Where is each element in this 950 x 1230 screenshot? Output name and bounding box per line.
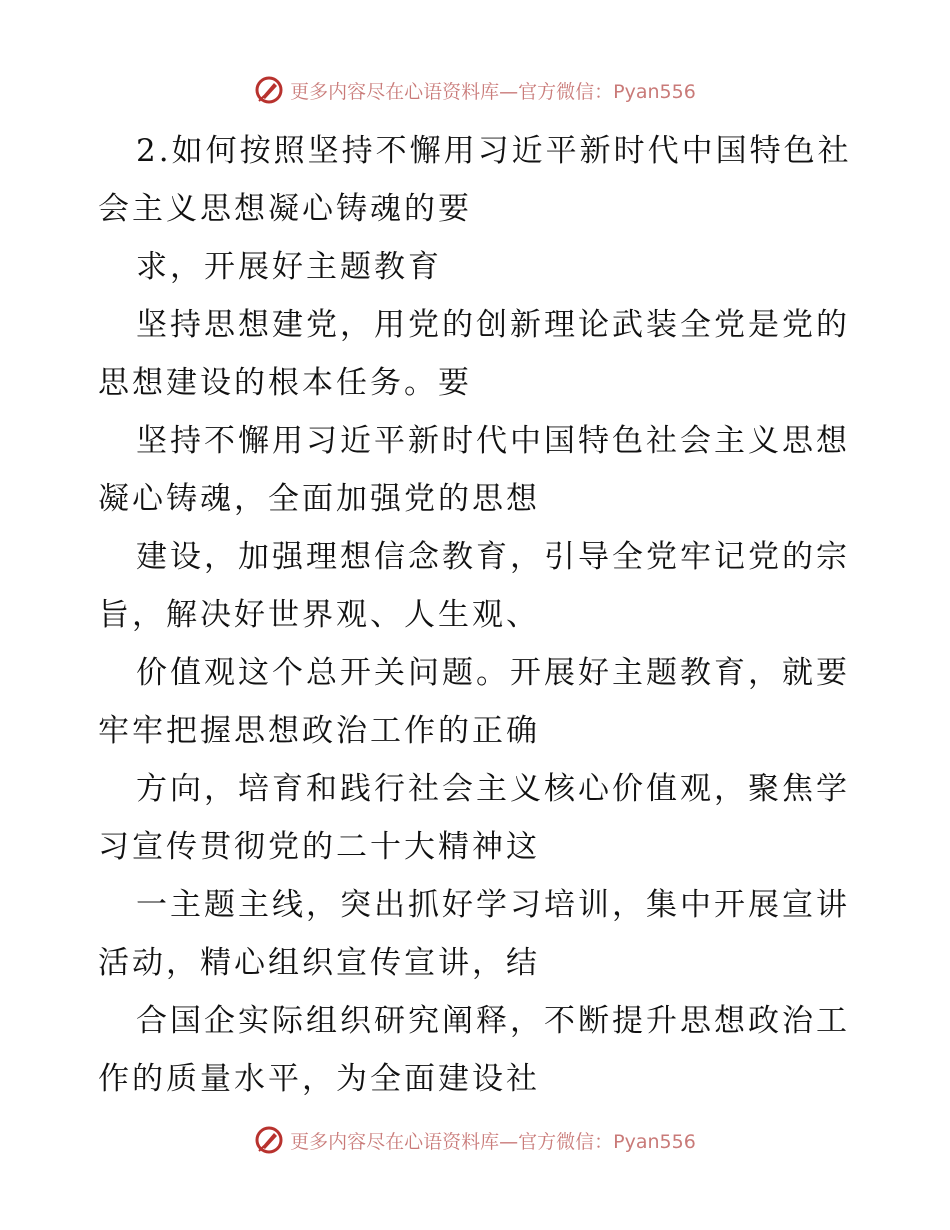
document-body — [98, 122, 858, 1108]
text-line-14: 一主题主线，突出抓好学习培训，集中开展宣讲 — [136, 887, 850, 923]
pen-circle-icon — [254, 1125, 284, 1155]
text-line-2: 会主义思想凝心铸魂的要 — [98, 191, 472, 227]
watermark-text: 更多内容尽在心语资料库—官方微信：Pyan556 — [290, 80, 696, 103]
text-line-10: 价值观这个总开关问题。开展好主题教育，就要 — [136, 655, 850, 691]
text-line-1: 2.如何按照坚持不懈用习近平新时代中国特色社 — [136, 133, 852, 169]
pen-circle-icon — [254, 75, 284, 105]
header-watermark — [0, 70, 950, 110]
text-line-5: 思想建设的根本任务。要 — [98, 365, 472, 401]
text-line-16: 合国企实际组织研究阐释，不断提升思想政治工 — [136, 1003, 850, 1039]
text-line-8: 建设，加强理想信念教育，引导全党牢记党的宗 — [136, 539, 850, 575]
text-line-7: 凝心铸魂，全面加强党的思想 — [98, 481, 540, 517]
watermark-text: 更多内容尽在心语资料库—官方微信：Pyan556 — [290, 1130, 696, 1153]
text-line-12: 方向，培育和践行社会主义核心价值观，聚焦学 — [136, 771, 850, 807]
text-line-15: 活动，精心组织宣传宣讲，结 — [98, 945, 540, 981]
text-line-11: 牢牢把握思想政治工作的正确 — [98, 713, 540, 749]
text-line-4: 坚持思想建党，用党的创新理论武装全党是党的 — [136, 307, 850, 343]
text-line-17: 作的质量水平，为全面建设社 — [98, 1061, 540, 1097]
text-line-6: 坚持不懈用习近平新时代中国特色社会主义思想 — [136, 423, 850, 459]
footer-watermark — [0, 1120, 950, 1160]
text-line-9: 旨，解决好世界观、人生观、 — [98, 597, 540, 633]
text-line-13: 习宣传贯彻党的二十大精神这 — [98, 829, 540, 865]
text-line-3: 求，开展好主题教育 — [136, 249, 442, 285]
